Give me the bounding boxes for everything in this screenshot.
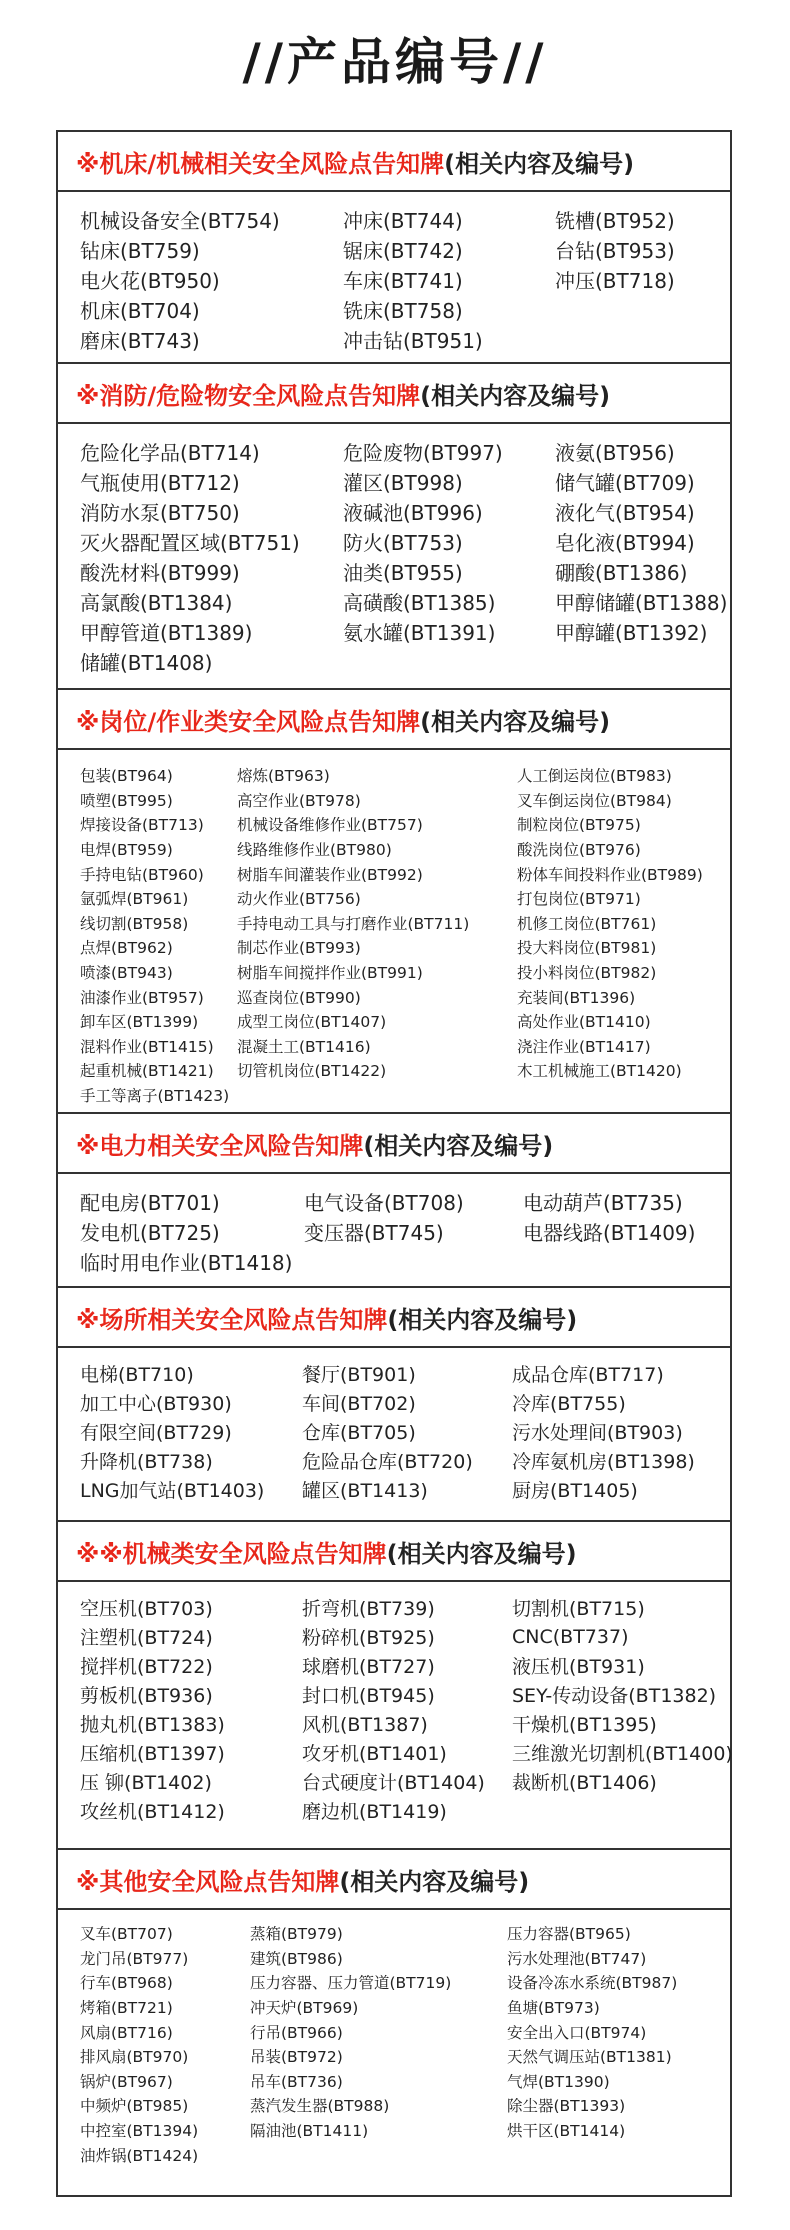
list-item: 动火作业(BT756) bbox=[237, 890, 361, 909]
list-item: LNG加气站(BT1403) bbox=[80, 1480, 265, 1502]
list-item: 油漆作业(BT957) bbox=[80, 988, 204, 1007]
list-row bbox=[80, 1083, 730, 1108]
list-item: 线路维修作业(BT980) bbox=[237, 841, 392, 860]
list-item: 蒸汽发生器(BT988) bbox=[250, 2097, 390, 2116]
list-item: 熔炼(BT963) bbox=[237, 767, 330, 786]
list-item: 建筑(BT986) bbox=[250, 1949, 343, 1968]
list-item: 污水处理池(BT747) bbox=[507, 1949, 647, 1968]
list-item: 液碱池(BT996) bbox=[343, 500, 483, 525]
list-item: 混料作业(BT1415) bbox=[80, 1037, 214, 1056]
section-title: ※机床/机械相关安全风险点告知牌 bbox=[76, 149, 445, 178]
list-item: 铣槽(BT952) bbox=[555, 208, 675, 233]
list-item: 防火(BT753) bbox=[343, 530, 463, 555]
list-item: 液化气(BT954) bbox=[555, 500, 695, 525]
list-item: 中控室(BT1394) bbox=[80, 2122, 199, 2141]
list-row bbox=[80, 264, 730, 294]
list-item: 电动葫芦(BT735) bbox=[523, 1190, 683, 1215]
list-item: 变压器(BT745) bbox=[304, 1220, 444, 1245]
section-title: ※岗位/作业类安全风险点告知牌 bbox=[76, 707, 421, 736]
list-row bbox=[80, 1970, 730, 1995]
list-row bbox=[80, 526, 730, 556]
list-row bbox=[80, 1796, 730, 1825]
list-row bbox=[80, 234, 730, 264]
list-item: 电焊(BT959) bbox=[80, 841, 173, 860]
list-item: 机床(BT704) bbox=[80, 298, 200, 323]
list-item: 蒸箱(BT979) bbox=[250, 1925, 343, 1944]
list-item: 线切割(BT958) bbox=[80, 914, 189, 933]
list-row bbox=[80, 496, 730, 526]
list-item: 储气罐(BT709) bbox=[555, 470, 695, 495]
list-row bbox=[80, 1709, 730, 1738]
list-row bbox=[80, 616, 730, 646]
list-item: 仓库(BT705) bbox=[302, 1422, 416, 1444]
list-row bbox=[80, 586, 730, 616]
section-subtitle: (相关内容及编号) bbox=[420, 381, 611, 410]
list-item: 龙门吊(BT977) bbox=[80, 1949, 189, 1968]
list-row bbox=[80, 812, 730, 837]
section-list bbox=[80, 436, 730, 676]
list-item: 冲压(BT718) bbox=[555, 268, 675, 293]
section-title: ※其他安全风险点告知牌 bbox=[76, 1867, 340, 1896]
list-row bbox=[80, 1475, 730, 1504]
list-item: 冲天炉(BT969) bbox=[250, 1999, 359, 2018]
section-list bbox=[80, 763, 730, 1107]
list-item: 锅炉(BT967) bbox=[80, 2072, 173, 2091]
list-item: 手持电动工具与打磨作业(BT711) bbox=[237, 914, 470, 933]
list-row bbox=[80, 1216, 730, 1246]
list-item: 封口机(BT945) bbox=[302, 1685, 435, 1707]
list-item: 冲击钻(BT951) bbox=[343, 328, 483, 353]
list-item: 冷库(BT755) bbox=[512, 1393, 626, 1415]
list-item: 油炸锅(BT1424) bbox=[80, 2146, 199, 2165]
list-item: 排风扇(BT970) bbox=[80, 2048, 189, 2067]
list-item: 成型工岗位(BT1407) bbox=[237, 1013, 387, 1032]
list-item: 发电机(BT725) bbox=[80, 1220, 220, 1245]
list-row bbox=[80, 763, 730, 788]
list-item: 餐厅(BT901) bbox=[302, 1364, 416, 1386]
list-row bbox=[80, 436, 730, 466]
list-item: 电火花(BT950) bbox=[80, 268, 220, 293]
list-item: 叉车(BT707) bbox=[80, 1925, 173, 1944]
list-item: 冷库氨机房(BT1398) bbox=[512, 1451, 695, 1473]
list-item: 树脂车间搅拌作业(BT991) bbox=[237, 964, 423, 983]
list-item: 台钻(BT953) bbox=[555, 238, 675, 263]
section-list bbox=[80, 1593, 733, 1825]
list-item: 灌区(BT998) bbox=[343, 470, 463, 495]
list-item: 消防水泵(BT750) bbox=[80, 500, 240, 525]
list-item: 临时用电作业(BT1418) bbox=[80, 1250, 293, 1275]
list-row bbox=[80, 1009, 730, 1034]
list-item: 甲醇储罐(BT1388) bbox=[555, 590, 728, 615]
list-item: 喷塑(BT995) bbox=[80, 791, 173, 810]
list-item: 干燥机(BT1395) bbox=[512, 1714, 657, 1736]
section-subtitle: (相关内容及编号) bbox=[420, 707, 611, 736]
list-item: 高空作业(BT978) bbox=[237, 791, 361, 810]
section-title: ※※机械类安全风险点告知牌 bbox=[76, 1539, 387, 1568]
list-item: 巡查岗位(BT990) bbox=[237, 988, 361, 1007]
list-row bbox=[80, 911, 730, 936]
list-item: 粉体车间投料作业(BT989) bbox=[517, 865, 703, 884]
list-item: 加工中心(BT930) bbox=[80, 1393, 232, 1415]
list-item: 液氨(BT956) bbox=[555, 440, 675, 465]
list-row bbox=[80, 294, 730, 324]
list-row bbox=[80, 837, 730, 862]
section-subtitle: (相关内容及编号) bbox=[386, 1539, 577, 1568]
list-item: 包装(BT964) bbox=[80, 767, 173, 786]
list-item: 皂化液(BT994) bbox=[555, 530, 695, 555]
list-item: 焊接设备(BT713) bbox=[80, 816, 204, 835]
list-item: 电气设备(BT708) bbox=[304, 1190, 464, 1215]
section-list bbox=[80, 1359, 730, 1504]
list-item: 高氯酸(BT1384) bbox=[80, 590, 233, 615]
list-row bbox=[80, 1593, 730, 1622]
list-item: 制粒岗位(BT975) bbox=[517, 816, 641, 835]
list-item: 硼酸(BT1386) bbox=[555, 560, 688, 585]
list-item: 风机(BT1387) bbox=[302, 1714, 428, 1736]
list-row bbox=[80, 2142, 730, 2167]
list-item: 起重机械(BT1421) bbox=[80, 1062, 214, 1081]
list-item: 冲床(BT744) bbox=[343, 208, 463, 233]
list-item: 风扇(BT716) bbox=[80, 2023, 173, 2042]
list-item: 氩弧焊(BT961) bbox=[80, 890, 189, 909]
section-header bbox=[56, 1112, 732, 1174]
list-item: 设备冷冻水系统(BT987) bbox=[507, 1974, 678, 1993]
list-item: 人工倒运岗位(BT983) bbox=[517, 767, 672, 786]
list-item: 压 铆(BT1402) bbox=[80, 1772, 212, 1794]
list-row bbox=[80, 1680, 730, 1709]
list-row bbox=[80, 1738, 733, 1767]
list-item: 攻丝机(BT1412) bbox=[80, 1801, 225, 1823]
list-row bbox=[80, 556, 730, 586]
list-item: SEY-传动设备(BT1382) bbox=[512, 1685, 717, 1707]
list-item: 吊车(BT736) bbox=[250, 2072, 343, 2091]
list-item: 切管机岗位(BT1422) bbox=[237, 1062, 387, 1081]
section-subtitle: (相关内容及编号) bbox=[363, 1131, 554, 1160]
list-row bbox=[80, 204, 730, 234]
list-row bbox=[80, 1388, 730, 1417]
section-list bbox=[80, 1921, 730, 2167]
list-item: 危险化学品(BT714) bbox=[80, 440, 260, 465]
list-item: 车床(BT741) bbox=[343, 268, 463, 293]
section-subtitle: (相关内容及编号) bbox=[387, 1305, 578, 1334]
section-list bbox=[80, 1186, 730, 1276]
list-item: 油类(BT955) bbox=[343, 560, 463, 585]
list-item: 切割机(BT715) bbox=[512, 1598, 645, 1620]
list-row bbox=[80, 1995, 730, 2020]
list-item: 机械设备维修作业(BT757) bbox=[237, 816, 423, 835]
list-item: 储罐(BT1408) bbox=[80, 650, 213, 675]
list-row bbox=[80, 324, 730, 354]
list-item: 吊装(BT972) bbox=[250, 2048, 343, 2067]
list-item: 安全出入口(BT974) bbox=[507, 2023, 647, 2042]
list-row bbox=[80, 984, 730, 1009]
section-title: ※电力相关安全风险告知牌 bbox=[76, 1131, 364, 1160]
list-item: 混凝土工(BT1416) bbox=[237, 1037, 371, 1056]
list-row bbox=[80, 2118, 730, 2143]
section-subtitle: (相关内容及编号) bbox=[339, 1867, 530, 1896]
list-item: 粉碎机(BT925) bbox=[302, 1627, 435, 1649]
list-item: 有限空间(BT729) bbox=[80, 1422, 232, 1444]
section-header bbox=[56, 1848, 732, 1910]
list-item: 电器线路(BT1409) bbox=[523, 1220, 696, 1245]
list-row bbox=[80, 1417, 730, 1446]
list-item: 危险废物(BT997) bbox=[343, 440, 503, 465]
list-item: 裁断机(BT1406) bbox=[512, 1772, 657, 1794]
list-item: 天然气调压站(BT1381) bbox=[507, 2048, 672, 2067]
list-item: 除尘器(BT1393) bbox=[507, 2097, 626, 2116]
page-title: //产品编号// bbox=[242, 33, 548, 91]
section-header bbox=[56, 1286, 732, 1348]
list-item: 浇注作业(BT1417) bbox=[517, 1037, 651, 1056]
list-item: 钻床(BT759) bbox=[80, 238, 200, 263]
list-row bbox=[80, 1767, 730, 1796]
list-item: 注塑机(BT724) bbox=[80, 1627, 213, 1649]
list-item: 手工等离子(BT1423) bbox=[80, 1087, 230, 1106]
list-item: 机械设备安全(BT754) bbox=[80, 208, 280, 233]
list-item: 甲醇罐(BT1392) bbox=[555, 620, 708, 645]
list-item: 气瓶使用(BT712) bbox=[80, 470, 240, 495]
list-item: 台式硬度计(BT1404) bbox=[302, 1772, 485, 1794]
section-title: ※场所相关安全风险点告知牌 bbox=[76, 1305, 388, 1334]
list-item: 剪板机(BT936) bbox=[80, 1685, 213, 1707]
list-item: 高处作业(BT1410) bbox=[517, 1013, 651, 1032]
list-item: 罐区(BT1413) bbox=[302, 1480, 428, 1502]
list-item: 压缩机(BT1397) bbox=[80, 1743, 225, 1765]
list-row bbox=[80, 861, 730, 886]
list-row bbox=[80, 1622, 730, 1651]
list-row bbox=[80, 466, 730, 496]
section-header bbox=[56, 688, 732, 750]
list-item: 危险品仓库(BT720) bbox=[302, 1451, 473, 1473]
list-row bbox=[80, 2044, 730, 2069]
list-item: 升降机(BT738) bbox=[80, 1451, 213, 1473]
list-item: 车间(BT702) bbox=[302, 1393, 416, 1415]
list-item: 氨水罐(BT1391) bbox=[343, 620, 496, 645]
list-item: 点焊(BT962) bbox=[80, 939, 173, 958]
list-item: 三维激光切割机(BT1400) bbox=[512, 1743, 733, 1765]
list-item: 叉车倒运岗位(BT984) bbox=[517, 791, 672, 810]
list-row bbox=[80, 1446, 730, 1475]
list-item: 气焊(BT1390) bbox=[507, 2072, 610, 2091]
list-item: 投大料岗位(BT981) bbox=[517, 939, 657, 958]
section-header bbox=[56, 362, 732, 424]
list-item: 磨边机(BT1419) bbox=[302, 1801, 447, 1823]
list-item: 锯床(BT742) bbox=[343, 238, 463, 263]
list-item: 卸车区(BT1399) bbox=[80, 1013, 199, 1032]
list-item: 球磨机(BT727) bbox=[302, 1656, 435, 1678]
section-subtitle: (相关内容及编号) bbox=[444, 149, 635, 178]
list-item: 酸洗材料(BT999) bbox=[80, 560, 240, 585]
list-row bbox=[80, 935, 730, 960]
list-row bbox=[80, 2019, 730, 2044]
list-item: 喷漆(BT943) bbox=[80, 964, 173, 983]
list-row bbox=[80, 1186, 730, 1216]
section-header bbox=[56, 130, 732, 192]
list-row bbox=[80, 788, 730, 813]
list-row bbox=[80, 646, 730, 676]
list-item: 压力容器、压力管道(BT719) bbox=[250, 1974, 452, 1993]
list-item: 攻牙机(BT1401) bbox=[302, 1743, 447, 1765]
section-list bbox=[80, 204, 730, 354]
list-item: 电梯(BT710) bbox=[80, 1364, 194, 1386]
list-item: 隔油池(BT1411) bbox=[250, 2122, 369, 2141]
list-item: 折弯机(BT739) bbox=[302, 1598, 435, 1620]
list-item: 充装间(BT1396) bbox=[517, 988, 636, 1007]
list-row bbox=[80, 960, 730, 985]
list-item: 磨床(BT743) bbox=[80, 328, 200, 353]
list-row bbox=[80, 1246, 730, 1276]
list-row bbox=[80, 1058, 730, 1083]
list-item: 配电房(BT701) bbox=[80, 1190, 220, 1215]
list-item: 制芯作业(BT993) bbox=[237, 939, 361, 958]
list-item: 鱼塘(BT973) bbox=[507, 1999, 600, 2018]
section-header bbox=[56, 1520, 732, 1582]
list-item: 厨房(BT1405) bbox=[512, 1480, 638, 1502]
list-item: 铣床(BT758) bbox=[343, 298, 463, 323]
list-item: 抛丸机(BT1383) bbox=[80, 1714, 225, 1736]
list-row bbox=[80, 1651, 730, 1680]
list-item: 行车(BT968) bbox=[80, 1974, 173, 1993]
list-row bbox=[80, 2069, 730, 2094]
list-row bbox=[80, 1946, 730, 1971]
list-item: 投小料岗位(BT982) bbox=[517, 964, 657, 983]
list-row bbox=[80, 1359, 730, 1388]
section-title: ※消防/危险物安全风险点告知牌 bbox=[76, 381, 421, 410]
list-item: CNC(BT737) bbox=[512, 1625, 629, 1648]
list-item: 成品仓库(BT717) bbox=[512, 1364, 664, 1386]
list-item: 机修工岗位(BT761) bbox=[517, 914, 657, 933]
list-item: 灭火器配置区域(BT751) bbox=[80, 530, 300, 555]
list-row bbox=[80, 1034, 730, 1059]
list-item: 中频炉(BT985) bbox=[80, 2097, 189, 2116]
list-item: 甲醇管道(BT1389) bbox=[80, 620, 253, 645]
list-item: 压力容器(BT965) bbox=[507, 1925, 631, 1944]
list-item: 液压机(BT931) bbox=[512, 1656, 645, 1678]
list-row bbox=[80, 2093, 730, 2118]
list-item: 行吊(BT966) bbox=[250, 2023, 343, 2042]
list-item: 手持电钻(BT960) bbox=[80, 865, 204, 884]
list-item: 空压机(BT703) bbox=[80, 1598, 213, 1620]
list-item: 烤箱(BT721) bbox=[80, 1999, 173, 2018]
list-item: 木工机械施工(BT1420) bbox=[517, 1062, 682, 1081]
list-item: 污水处理间(BT903) bbox=[512, 1422, 683, 1444]
list-item: 高磺酸(BT1385) bbox=[343, 590, 496, 615]
list-row bbox=[80, 886, 730, 911]
list-item: 打包岗位(BT971) bbox=[517, 890, 641, 909]
list-item: 搅拌机(BT722) bbox=[80, 1656, 213, 1678]
list-item: 树脂车间灌装作业(BT992) bbox=[237, 865, 423, 884]
list-item: 酸洗岗位(BT976) bbox=[517, 841, 641, 860]
list-item: 烘干区(BT1414) bbox=[507, 2122, 626, 2141]
list-row bbox=[80, 1921, 730, 1946]
